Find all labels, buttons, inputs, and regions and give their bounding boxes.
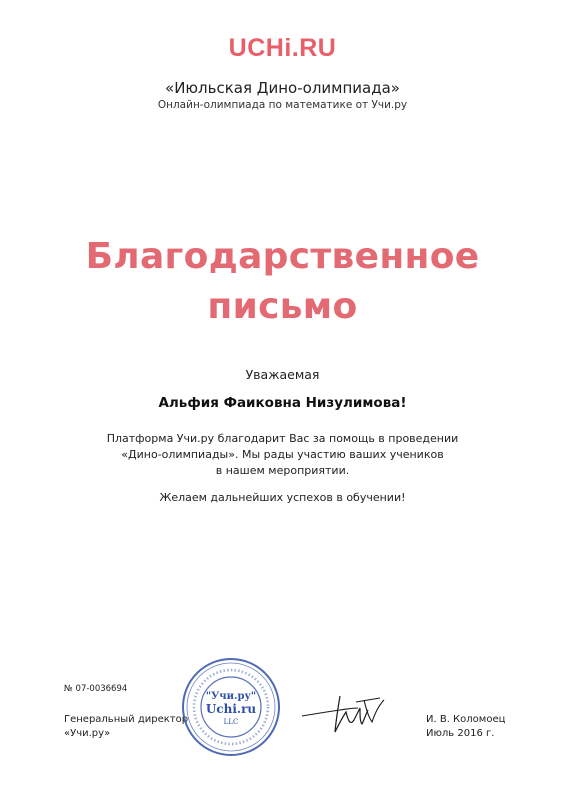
letter-date: Июль 2016 г. bbox=[426, 728, 495, 739]
body-line-1: Платформа Учи.ру благодарит Вас за помощь в проведении bbox=[106, 432, 459, 445]
body-line-2: «Дино-олимпиады». Мы рады участию ваших учеников bbox=[121, 448, 444, 461]
signer-title bbox=[64, 713, 188, 741]
document-number: № 07-0036694 bbox=[64, 684, 128, 694]
uchi-logo: UCHi.RU bbox=[228, 34, 337, 62]
company-stamp bbox=[180, 656, 282, 758]
body-line-3: в нашем мероприятии. bbox=[215, 464, 350, 477]
signer-name: И. В. Коломоец bbox=[426, 714, 506, 725]
heading-line-1: Благодарственное bbox=[85, 236, 480, 277]
recipient-name: Альфия Фаиковна Низулимова! bbox=[158, 395, 407, 411]
signer-title-line-2: «Учи.ру» bbox=[64, 728, 111, 739]
stamp-name: "Учи.ру" bbox=[205, 691, 257, 702]
olympiad-subtitle: Онлайн-олимпиада по математике от Учи.ру bbox=[157, 99, 408, 111]
director-signature bbox=[300, 686, 390, 738]
stamp-brand: Uchi.ru bbox=[205, 702, 257, 716]
heading-line-2: письмо bbox=[207, 286, 358, 327]
stamp-suffix: LLC bbox=[223, 718, 239, 726]
letter-heading bbox=[0, 232, 565, 332]
letter-body bbox=[0, 431, 565, 479]
olympiad-title: «Июльская Дино-олимпиада» bbox=[165, 79, 400, 97]
signer-block bbox=[426, 713, 505, 741]
signer-title-line-1: Генеральный директор bbox=[64, 714, 189, 725]
greeting: Уважаемая bbox=[245, 367, 320, 382]
closing-wish: Желаем дальнейших успехов в обучении! bbox=[159, 491, 406, 504]
